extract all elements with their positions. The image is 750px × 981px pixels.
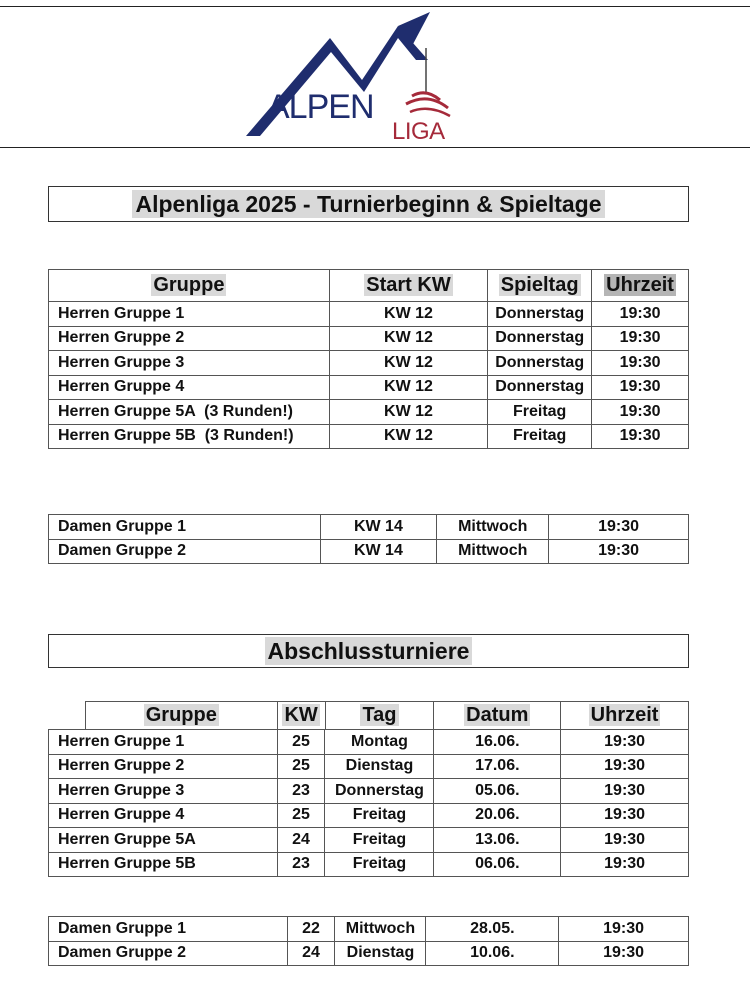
- cell-uhrzeit: 19:30: [559, 917, 689, 942]
- cell-kw: 23: [277, 852, 325, 877]
- cell-uhrzeit: 19:30: [561, 754, 689, 779]
- header-start-kw: Start KW: [329, 270, 487, 302]
- cell-spieltag: Donnerstag: [488, 375, 592, 400]
- cell-uhrzeit: 19:30: [592, 375, 689, 400]
- cell-kw: 25: [277, 730, 325, 755]
- cell-uhrzeit: 19:30: [561, 730, 689, 755]
- cell-tag: Mittwoch: [335, 917, 426, 942]
- cell-kw: 22: [287, 917, 335, 942]
- header-tag: Tag: [325, 702, 434, 730]
- cell-uhrzeit: 19:30: [592, 424, 689, 449]
- table-row: [49, 302, 689, 327]
- cell-uhrzeit: 19:30: [561, 803, 689, 828]
- cell-kw: KW 12: [329, 302, 487, 327]
- cell-spieltag: Mittwoch: [437, 539, 549, 564]
- header-gruppe: Gruppe: [86, 702, 278, 730]
- table-row: [49, 941, 689, 966]
- cell-kw: KW 12: [329, 375, 487, 400]
- cell-uhrzeit: 19:30: [559, 941, 689, 966]
- cell-gruppe: Damen Gruppe 2: [49, 941, 288, 966]
- table-row: [49, 400, 689, 425]
- cell-kw: 25: [277, 754, 325, 779]
- cell-tag: Montag: [325, 730, 434, 755]
- cell-gruppe: Herren Gruppe 3: [49, 779, 278, 804]
- cell-kw: 23: [277, 779, 325, 804]
- top-rule: [0, 6, 750, 7]
- cell-tag: Dienstag: [325, 754, 434, 779]
- cell-datum: 16.06.: [434, 730, 561, 755]
- table-row: [49, 828, 689, 853]
- table-row: [49, 917, 689, 942]
- table-row: [49, 779, 689, 804]
- cell-datum: 10.06.: [426, 941, 559, 966]
- cell-uhrzeit: 19:30: [561, 828, 689, 853]
- alpenliga-logo: [238, 8, 478, 146]
- table-row: [49, 539, 689, 564]
- cell-spieltag: Donnerstag: [488, 302, 592, 327]
- cell-uhrzeit: 19:30: [592, 326, 689, 351]
- header-gruppe: Gruppe: [49, 270, 330, 302]
- table-header-row: [49, 270, 689, 302]
- cell-tag: Freitag: [325, 828, 434, 853]
- cell-spieltag: Donnerstag: [488, 351, 592, 376]
- cell-kw: 24: [277, 828, 325, 853]
- cell-datum: 06.06.: [434, 852, 561, 877]
- table-row: [49, 515, 689, 540]
- cell-uhrzeit: 19:30: [549, 515, 689, 540]
- logo-word-alpen: ALPEN: [267, 88, 374, 126]
- cell-spieltag: Mittwoch: [437, 515, 549, 540]
- cell-gruppe: Herren Gruppe 4: [49, 375, 330, 400]
- cell-uhrzeit: 19:30: [561, 852, 689, 877]
- table-row: [49, 375, 689, 400]
- table-row: [49, 326, 689, 351]
- table-row: [49, 803, 689, 828]
- cell-gruppe: Herren Gruppe 2: [49, 754, 278, 779]
- section1-title: Alpenliga 2025 - Turnierbeginn & Spieltage: [132, 190, 604, 218]
- cell-uhrzeit: 19:30: [549, 539, 689, 564]
- cell-gruppe: Herren Gruppe 1: [49, 302, 330, 327]
- cell-gruppe: Herren Gruppe 5A: [49, 828, 278, 853]
- cell-tag: Donnerstag: [325, 779, 434, 804]
- abschluss-herren-table: [48, 729, 689, 877]
- cell-kw: KW 14: [320, 515, 437, 540]
- table-row: [49, 424, 689, 449]
- table-header-row: [86, 702, 689, 730]
- table-row: [49, 852, 689, 877]
- cell-datum: 17.06.: [434, 754, 561, 779]
- cell-kw: KW 12: [329, 326, 487, 351]
- cell-kw: KW 12: [329, 351, 487, 376]
- table-row: [49, 351, 689, 376]
- cell-gruppe: Herren Gruppe 3: [49, 351, 330, 376]
- cell-gruppe: Damen Gruppe 1: [49, 515, 321, 540]
- table-row: [49, 754, 689, 779]
- cell-tag: Dienstag: [335, 941, 426, 966]
- section2-title: Abschlussturniere: [265, 637, 473, 665]
- turnierbeginn-herren-table: [48, 269, 689, 449]
- cell-datum: 20.06.: [434, 803, 561, 828]
- cell-uhrzeit: 19:30: [561, 779, 689, 804]
- cell-gruppe: Herren Gruppe 5B: [49, 852, 278, 877]
- cell-spieltag: Freitag: [488, 400, 592, 425]
- logo-word-liga: LIGA: [392, 118, 445, 145]
- section2-title-box: [48, 634, 689, 668]
- abschluss-header-table: [85, 701, 689, 730]
- cell-gruppe: Herren Gruppe 4: [49, 803, 278, 828]
- cell-datum: 13.06.: [434, 828, 561, 853]
- cell-datum: 05.06.: [434, 779, 561, 804]
- cell-tag: Freitag: [325, 803, 434, 828]
- cell-gruppe: Herren Gruppe 5A (3 Runden!): [49, 400, 330, 425]
- cell-gruppe: Herren Gruppe 2: [49, 326, 330, 351]
- header-rule: [0, 147, 750, 148]
- header-spieltag: Spieltag: [488, 270, 592, 302]
- turnierbeginn-damen-table: [48, 514, 689, 564]
- cell-uhrzeit: 19:30: [592, 400, 689, 425]
- cell-spieltag: Freitag: [488, 424, 592, 449]
- cell-datum: 28.05.: [426, 917, 559, 942]
- cell-kw: KW 12: [329, 424, 487, 449]
- header-uhrzeit: Uhrzeit: [592, 270, 689, 302]
- cell-gruppe: Damen Gruppe 1: [49, 917, 288, 942]
- cell-gruppe: Herren Gruppe 1: [49, 730, 278, 755]
- section1-title-box: [48, 186, 689, 222]
- abschluss-damen-table: [48, 916, 689, 966]
- cell-kw: 24: [287, 941, 335, 966]
- cell-kw: KW 14: [320, 539, 437, 564]
- cell-tag: Freitag: [325, 852, 434, 877]
- header-datum: Datum: [434, 702, 561, 730]
- header-kw: KW: [277, 702, 325, 730]
- cell-uhrzeit: 19:30: [592, 302, 689, 327]
- cell-kw: KW 12: [329, 400, 487, 425]
- cell-kw: 25: [277, 803, 325, 828]
- cell-gruppe: Herren Gruppe 5B (3 Runden!): [49, 424, 330, 449]
- cell-spieltag: Donnerstag: [488, 326, 592, 351]
- table-row: [49, 730, 689, 755]
- header-uhrzeit: Uhrzeit: [561, 702, 689, 730]
- cell-uhrzeit: 19:30: [592, 351, 689, 376]
- cell-gruppe: Damen Gruppe 2: [49, 539, 321, 564]
